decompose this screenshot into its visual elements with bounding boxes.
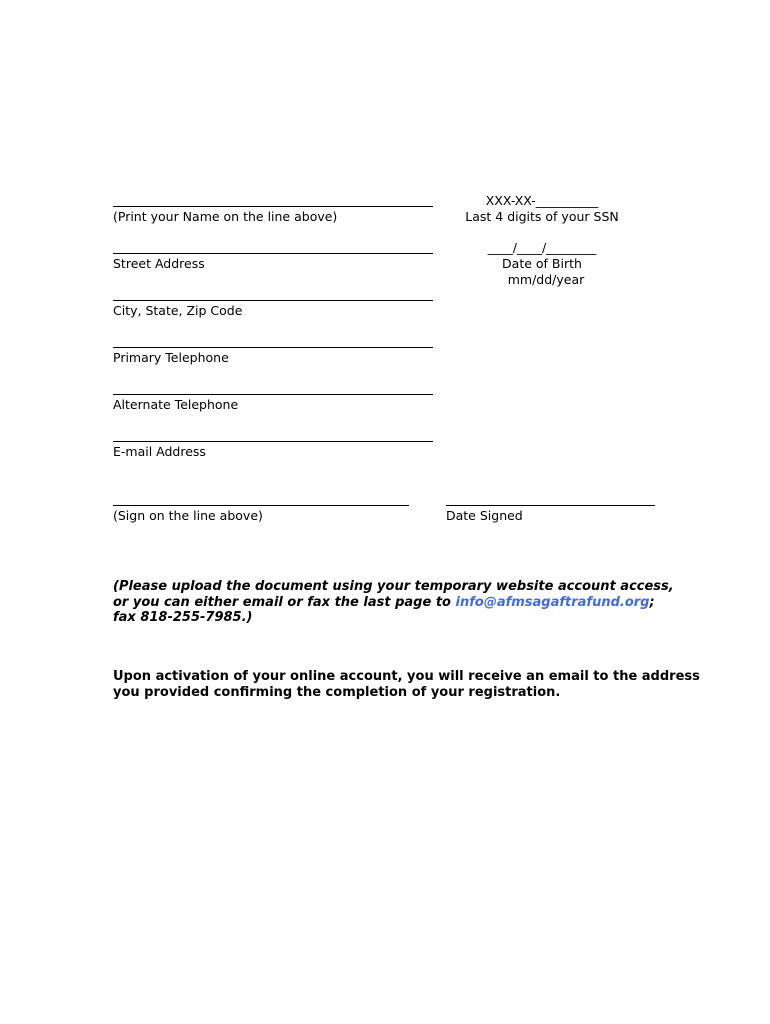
city-state-zip-line[interactable]: [113, 300, 433, 301]
street-address-label: Street Address: [113, 256, 205, 271]
city-state-zip-label: City, State, Zip Code: [113, 303, 243, 318]
activation-note-line-1: Upon activation of your online account, you will receive an email to the address: [113, 669, 700, 684]
ssn-label: Last 4 digits of your SSN: [465, 209, 619, 224]
name-line[interactable]: [113, 206, 433, 207]
email-link[interactable]: info@afmsagaftrafund.org: [455, 594, 650, 610]
street-address-line[interactable]: [113, 253, 433, 254]
upload-instructions: [113, 579, 713, 626]
signature-label: (Sign on the line above): [113, 508, 263, 523]
alternate-telephone-label: Alternate Telephone: [113, 397, 239, 412]
email-address-line[interactable]: [113, 441, 433, 442]
upload-instructions-line-2: [113, 595, 713, 611]
upload-instructions-line-3: fax 818-255-7985.): [113, 610, 253, 625]
alternate-telephone-line[interactable]: [113, 394, 433, 395]
date-signed-line[interactable]: [446, 505, 655, 506]
name-label: (Print your Name on the line above): [113, 209, 338, 224]
signature-line[interactable]: [113, 505, 409, 506]
date-signed-label: Date Signed: [446, 508, 523, 523]
upload-instructions-line-2-text: or you can either email or fax the last page to: [113, 594, 456, 610]
ssn-field[interactable]: XXX-XX-__________: [485, 193, 599, 208]
date-of-birth-label: Date of Birth: [502, 256, 582, 271]
date-of-birth-format: mm/dd/year: [507, 272, 585, 287]
activation-note-line-2: you provided confirming the completion of your registration.: [113, 684, 561, 700]
activation-note: [113, 669, 713, 700]
upload-instructions-line-1: (Please upload the document using your temporary website account access,: [113, 579, 674, 594]
upload-instructions-line-2-end: ;: [649, 594, 655, 610]
email-address-label: E-mail Address: [113, 444, 206, 459]
primary-telephone-line[interactable]: [113, 347, 433, 348]
primary-telephone-label: Primary Telephone: [113, 350, 229, 365]
date-of-birth-field[interactable]: ____/____/________: [487, 240, 597, 255]
